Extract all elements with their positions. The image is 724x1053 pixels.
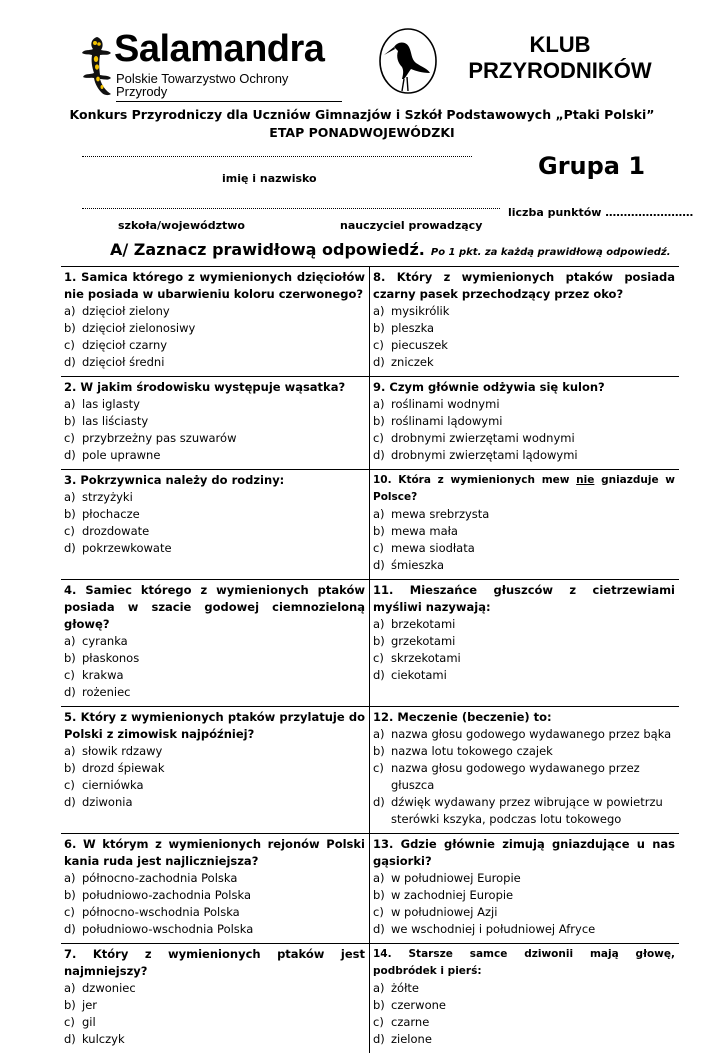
option-c[interactable]: c) przybrzeżny pas szuwarów <box>64 431 237 445</box>
question-text: 14. Starsze samce dziwonii mają głowę, podbródek i pierś: <box>373 948 675 977</box>
contest-line1: Konkurs Przyrodniczy dla Uczniów Gimnazjów i Szkół Podstawowych „Ptaki Polski” <box>69 107 655 122</box>
option-d[interactable]: d) śmieszka <box>373 558 444 572</box>
teacher-label: nauczyciel prowadzący <box>340 219 483 232</box>
option-a[interactable]: a) w południowej Europie <box>373 871 521 885</box>
option-c[interactable]: c) drobnymi zwierzętami wodnymi <box>373 431 575 445</box>
option-a[interactable]: a) las iglasty <box>64 397 140 411</box>
option-c[interactable]: c) cierniówka <box>64 778 144 792</box>
option-d[interactable]: d) drobnymi zwierzętami lądowymi <box>373 448 578 462</box>
question-11 <box>370 580 679 706</box>
option-b[interactable]: b) drozd śpiewak <box>64 761 165 775</box>
underlined-word: nie <box>576 474 595 486</box>
question-row <box>61 580 679 707</box>
option-d[interactable]: d) we wschodniej i południowej Afryce <box>373 922 596 936</box>
question-6 <box>61 834 370 943</box>
club-title-line2: PRZYRODNIKÓW <box>468 58 652 83</box>
option-b[interactable]: b) jer <box>64 998 97 1012</box>
option-a[interactable]: a) cyranka <box>64 634 128 648</box>
name-line <box>82 156 472 157</box>
question-text: 10. Która z wymienionych mew nie gniazduje w Polsce? <box>373 474 675 503</box>
school-line <box>82 208 500 209</box>
option-b[interactable]: b) las liściasty <box>64 414 149 428</box>
question-text: 5. Który z wymienionych ptaków przylatuje do Polski z zimowisk najpóźniej? <box>64 710 365 741</box>
option-b[interactable]: b) płaskonos <box>64 651 140 665</box>
option-c[interactable]: c) gil <box>64 1015 96 1029</box>
option-c[interactable]: c) czarne <box>373 1015 430 1029</box>
question-7 <box>61 944 370 1053</box>
question-text: 12. Meczenie (beczenie) to: <box>373 710 552 724</box>
group-label: Grupa 1 <box>538 152 646 180</box>
option-a[interactable]: a) mysikrólik <box>373 304 450 318</box>
points-label: liczba punktów …………………… <box>508 206 694 219</box>
option-d[interactable]: d) pokrzewkowate <box>64 541 172 555</box>
option-a[interactable]: a) słowik rdzawy <box>64 744 163 758</box>
question-text: 11. Mieszańce głuszców z cietrzewiami myśliwi nazywają: <box>373 583 675 614</box>
option-c[interactable]: c) dzięcioł czarny <box>64 338 168 352</box>
option-b[interactable]: b) czerwone <box>373 998 446 1012</box>
option-b[interactable]: b) południowo-zachodnia Polska <box>64 888 251 902</box>
option-c[interactable]: c) piecuszek <box>373 338 448 352</box>
question-text: 8. Który z wymienionych ptaków posiada czarny pasek przechodzący przez oko? <box>373 270 675 301</box>
option-d[interactable]: d) zniczek <box>373 355 434 369</box>
question-12 <box>370 707 679 833</box>
school-label: szkoła/województwo <box>118 219 245 232</box>
question-row <box>61 470 679 580</box>
option-a[interactable]: a) żółte <box>373 981 419 995</box>
question-text: 7. Który z wymienionych ptaków jest najmniejszy? <box>64 947 365 978</box>
question-1 <box>61 267 370 376</box>
page-header <box>0 0 724 110</box>
option-d[interactable]: d) dzięcioł średni <box>64 355 165 369</box>
name-label: imię i nazwisko <box>222 172 317 185</box>
section-heading <box>110 240 671 259</box>
option-c[interactable]: c) krakwa <box>64 668 124 682</box>
contest-line2: ETAP PONADWOJEWÓDZKI <box>269 125 455 140</box>
option-c[interactable]: c) skrzekotami <box>373 651 461 665</box>
question-row <box>61 267 679 377</box>
option-b[interactable]: b) w zachodniej Europie <box>373 888 514 902</box>
question-text: 3. Pokrzywnica należy do rodziny: <box>64 473 285 487</box>
question-text: 9. Czym głównie odżywia się kulon? <box>373 380 605 394</box>
option-d[interactable]: d) kulczyk <box>64 1032 125 1046</box>
salamander-logo-icon <box>80 35 114 97</box>
option-b[interactable]: b) pleszka <box>373 321 435 335</box>
option-b[interactable]: b) płochacze <box>64 507 140 521</box>
stork-logo-icon <box>378 25 438 95</box>
question-10 <box>370 470 679 579</box>
option-b[interactable]: b) grzekotami <box>373 634 456 648</box>
option-d[interactable]: d) południowo-wschodnia Polska <box>64 922 254 936</box>
brand-name: Salamandra <box>114 28 325 70</box>
question-3 <box>61 470 370 579</box>
question-8 <box>370 267 679 376</box>
brand-subtitle: Polskie Towarzystwo Ochrony Przyrody <box>116 72 342 102</box>
option-a[interactable]: a) dzięcioł zielony <box>64 304 170 318</box>
option-d[interactable]: d) zielone <box>373 1032 432 1046</box>
section-title: A/ Zaznacz prawidłową odpowiedź. <box>110 240 425 259</box>
option-c[interactable]: c) nazwa głosu godowego wydawanego przez głuszca <box>373 761 640 792</box>
option-c[interactable]: c) północno-wschodnia Polska <box>64 905 240 919</box>
section-note: Po 1 pkt. za każdą prawidłową odpowiedź. <box>430 247 671 258</box>
option-b[interactable]: b) mewa mała <box>373 524 458 538</box>
option-c[interactable]: c) drozdowate <box>64 524 150 538</box>
option-b[interactable]: b) dzięcioł zielonosiwy <box>64 321 196 335</box>
question-text: 6. W którym z wymienionych rejonów Polski kania ruda jest najliczniejsza? <box>64 837 365 868</box>
option-d[interactable]: d) dźwięk wydawany przez wibrujące w powietrzu sterówki kszyka, podczas lotu tokowego <box>373 795 663 826</box>
question-row <box>61 834 679 944</box>
option-a[interactable]: a) roślinami wodnymi <box>373 397 500 411</box>
option-a[interactable]: a) strzyżyki <box>64 490 133 504</box>
question-14 <box>370 944 679 1053</box>
question-4 <box>61 580 370 706</box>
question-13 <box>370 834 679 943</box>
option-b[interactable]: b) nazwa lotu tokowego czajek <box>373 744 553 758</box>
question-text: 2. W jakim środowisku występuje wąsatka? <box>64 380 346 394</box>
club-title-line1: KLUB <box>529 32 591 57</box>
option-d[interactable]: d) rożeniec <box>64 685 131 699</box>
question-9 <box>370 377 679 469</box>
option-a[interactable]: a) brzekotami <box>373 617 456 631</box>
question-5 <box>61 707 370 833</box>
question-row <box>61 377 679 470</box>
option-b[interactable]: b) roślinami lądowymi <box>373 414 503 428</box>
option-d[interactable]: d) dziwonia <box>64 795 133 809</box>
option-d[interactable]: d) pole uprawne <box>64 448 161 462</box>
question-text: 4. Samiec którego z wymienionych ptaków posiada w szacie godowej ciemnozieloną głowę? <box>64 583 365 631</box>
club-title <box>450 32 670 84</box>
question-2 <box>61 377 370 469</box>
option-c[interactable]: c) w południowej Azji <box>373 905 498 919</box>
option-c[interactable]: c) mewa siodłata <box>373 541 475 555</box>
contest-title <box>0 106 724 142</box>
question-text: 13. Gdzie głównie zimują gniazdujące u nas gąsiorki? <box>373 837 675 868</box>
question-row <box>61 944 679 1053</box>
option-a[interactable]: a) nazwa głosu godowego wydawanego przez bąka <box>373 727 672 741</box>
question-grid <box>61 266 679 1053</box>
question-row <box>61 707 679 834</box>
option-a[interactable]: a) dzwoniec <box>64 981 136 995</box>
question-text: 1. Samica którego z wymienionych dzięciołów nie posiada w ubarwieniu koloru czerwonego? <box>64 270 365 301</box>
option-d[interactable]: d) ciekotami <box>373 668 447 682</box>
option-a[interactable]: a) mewa srebrzysta <box>373 507 490 521</box>
option-a[interactable]: a) północno-zachodnia Polska <box>64 871 238 885</box>
